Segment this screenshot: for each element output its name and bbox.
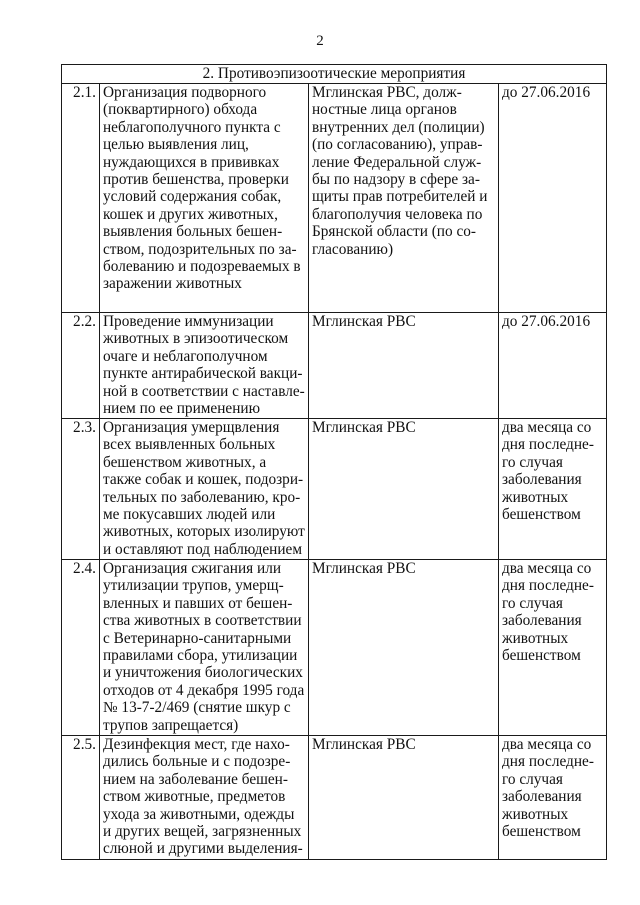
table-row — [62, 736, 607, 860]
table-row — [62, 560, 607, 736]
deadline-text: до 27.06.2016 — [502, 84, 591, 101]
responsible-text: Мглинская РВС — [312, 419, 416, 436]
deadline-cell — [499, 419, 607, 560]
responsible-cell — [309, 736, 499, 860]
section-title: 2. Противоэпизоотические мероприятия — [62, 65, 607, 84]
deadline-text: два месяца со дня последне- го случая заболевания животных бешенством — [502, 736, 594, 841]
row-number: 2.2. — [62, 313, 100, 419]
row-number: 2.1. — [62, 84, 100, 313]
task-cell — [100, 560, 309, 736]
row-number: 2.3. — [62, 419, 100, 560]
task-text: Дезинфекция мест, где нахо- дились больные и с подозре- нием на заболевание бешен- ством животные, предметов ухода за животными, одежды и других вещей, загрязненных слюной и другими выделения- — [103, 736, 303, 858]
responsible-cell — [309, 313, 499, 419]
responsible-cell — [309, 560, 499, 736]
task-text: Организация подворного (поквартирного) обхода неблагополучного пункта с целью выявления лиц, нуждающихся в прививках против бешенства, проверки условий содержания собак, кошек и других животных, выявления больных бешен- ством, подозрительных по за- болеванию и подозреваемых в заражении животных — [103, 84, 301, 293]
task-cell — [100, 419, 309, 560]
responsible-text: Мглинская РВС, долж- ностные лица органов внутренних дел (полиции) (по согласованию), управ- ление Федеральной служ- бы по надзору в сфере за- щиты прав потребителей и благополучия человека по Брянской области (по со- гласованию) — [312, 84, 488, 258]
row-number: 2.5. — [62, 736, 100, 860]
table-row — [62, 84, 607, 313]
deadline-cell — [499, 313, 607, 419]
task-cell — [100, 313, 309, 419]
measures-table — [61, 64, 607, 860]
task-text: Организация умерщвления всех выявленных больных бешенством животных, а также собак и кошек, подозри- тельных по заболеванию, кро- ме покусавших людей или животных, которых изолируют и оставляют под наблюдением — [103, 419, 305, 558]
row-number: 2.4. — [62, 560, 100, 736]
responsible-cell — [309, 419, 499, 560]
deadline-text: два месяца со дня последне- го случая заболевания животных бешенством — [502, 560, 594, 665]
responsible-text: Мглинская РВС — [312, 736, 416, 753]
deadline-cell — [499, 736, 607, 860]
responsible-text: Мглинская РВС — [312, 313, 416, 330]
responsible-cell — [309, 84, 499, 313]
task-text: Проведение иммунизации животных в эпизоотическом очаге и неблагополучном пункте антирабической вакци- ной в соответствии с наставле- нием по ее применению — [103, 313, 305, 418]
deadline-text: до 27.06.2016 — [502, 313, 591, 330]
task-cell — [100, 84, 309, 313]
deadline-cell — [499, 560, 607, 736]
table-row — [62, 419, 607, 560]
table-row — [62, 313, 607, 419]
deadline-cell — [499, 84, 607, 313]
page-number: 2 — [316, 33, 324, 49]
task-cell — [100, 736, 309, 860]
section-header-row — [62, 65, 607, 84]
responsible-text: Мглинская РВС — [312, 560, 416, 577]
deadline-text: два месяца со дня последне- го случая заболевания животных бешенством — [502, 419, 594, 524]
task-text: Организация сжигания или утилизации трупов, умерщ- вленных и павших от бешен- ства животных в соответствии с Ветеринарно-санитарными правилами сбора, утилизации и уничтожения биологических отходов от 4 декабря 1995 года № 13-7-2/469 (снятие шкур с трупов запрещается) — [103, 560, 305, 734]
